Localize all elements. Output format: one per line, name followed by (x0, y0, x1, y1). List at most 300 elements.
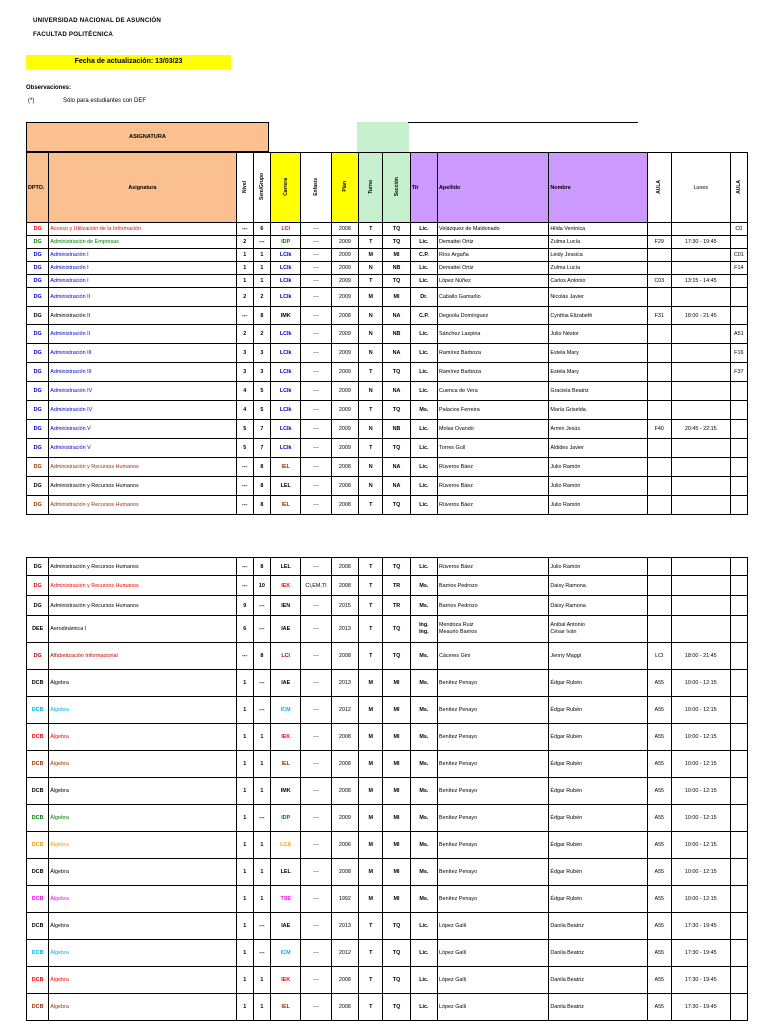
cell-dpto: DCB (27, 751, 49, 778)
cell-lunes: 10:00 - 12:15 (671, 724, 730, 751)
cell-nombre: Leidy Jessica (549, 249, 647, 262)
cell-aula-2 (730, 859, 747, 886)
cell-plan: 2008 (331, 859, 358, 886)
cell-carrera: IMK (271, 307, 301, 325)
cell-lunes: 17:30 - 19:45 (671, 236, 730, 249)
cell-lunes (671, 382, 730, 401)
cell-aula-2: C01 (730, 249, 747, 262)
cell-dpto: DCB (27, 967, 49, 994)
cell-nivel: 3 (236, 363, 253, 382)
cell-aula (647, 223, 671, 236)
cell-nombre: Julio Ramón (549, 458, 647, 477)
cell-enfasis: --- (301, 913, 331, 940)
obs-marker: (*) (28, 98, 35, 104)
cell-tit: Lic. (410, 236, 437, 249)
cell-dpto: DG (27, 223, 49, 236)
cell-aula (647, 596, 671, 616)
cell-carrera: LCI (271, 643, 301, 670)
cell-nombre: Édgar Rubén (549, 832, 647, 859)
cell-nombre: Édgar Rubén (549, 859, 647, 886)
cell-plan: 2013 (331, 670, 358, 697)
cell-lunes (671, 616, 730, 643)
table-row (27, 420, 748, 439)
cell-lunes: 18:00 - 21:45 (671, 307, 730, 325)
cell-seccion: MI (383, 805, 410, 832)
cell-dpto: DCB (27, 805, 49, 832)
cell-turno: T (359, 967, 383, 994)
cell-plan: 2008 (331, 307, 358, 325)
cell-sem-grupo: 1 (253, 724, 270, 751)
cell-apellido: Molas Ovando (438, 420, 549, 439)
cell-aula (647, 458, 671, 477)
cell-turno: M (359, 832, 383, 859)
cell-sem-grupo: 8 (253, 496, 270, 515)
cell-tit: Lic. (410, 363, 437, 382)
cell-enfasis: --- (301, 262, 331, 275)
cell-asignatura: Álgebra (49, 805, 236, 832)
cell-aula-2 (730, 458, 747, 477)
cell-carrera: LCIk (271, 325, 301, 344)
cell-dpto: DG (27, 420, 49, 439)
cell-asignatura: Administración I (49, 262, 236, 275)
cell-apellido: Benítez Penayo (438, 832, 549, 859)
cell-enfasis: --- (301, 382, 331, 401)
cell-sem-grupo: 8 (253, 558, 270, 576)
cell-carrera: LEL (271, 558, 301, 576)
cell-enfasis: --- (301, 751, 331, 778)
cell-plan: 2013 (331, 913, 358, 940)
cell-asignatura: Administración II (49, 325, 236, 344)
cell-sem-grupo: 5 (253, 401, 270, 420)
cell-lunes: 13:15 - 14:45 (671, 275, 730, 288)
cell-dpto: DCB (27, 670, 49, 697)
cell-apellido: Benítez Penayo (438, 805, 549, 832)
cell-apellido: López Núñez (438, 275, 549, 288)
cell-asignatura: Administración y Recursos Humanos (49, 576, 236, 596)
table-row (27, 616, 748, 643)
cell-turno: T (359, 558, 383, 576)
cell-aula (647, 344, 671, 363)
cell-nombre: Julio Néstor (549, 325, 647, 344)
cell-tit: Lic. (410, 382, 437, 401)
cell-seccion: MI (383, 751, 410, 778)
cell-nombre: Édgar Rubén (549, 724, 647, 751)
cell-nivel: 1 (236, 805, 253, 832)
cell-nombre: Julio Ramón (549, 477, 647, 496)
cell-aula-2 (730, 643, 747, 670)
cell-sem-grupo: 1 (253, 751, 270, 778)
cell-enfasis: --- (301, 249, 331, 262)
cell-aula: A55 (647, 886, 671, 913)
cell-nombre: Aldides Javier (549, 439, 647, 458)
cell-nombre: Danila Beatriz (549, 967, 647, 994)
cell-carrera: IAE (271, 670, 301, 697)
col-seccion: Sección (393, 176, 400, 197)
obs-text: Sólo para estudiantes con DEF (63, 98, 147, 104)
cell-sem-grupo: 8 (253, 458, 270, 477)
cell-aula (647, 363, 671, 382)
cell-seccion: NA (383, 307, 410, 325)
cell-nivel: 1 (236, 832, 253, 859)
cell-seccion: NA (383, 477, 410, 496)
cell-nombre: Julio Ramón (549, 558, 647, 576)
cell-carrera: LCIk (271, 439, 301, 458)
cell-dpto: DCB (27, 940, 49, 967)
cell-nivel: --- (236, 558, 253, 576)
cell-apellido: Demattei Ortiz (438, 236, 549, 249)
cell-aula-2 (730, 697, 747, 724)
cell-aula-2 (730, 477, 747, 496)
cell-turno: M (359, 249, 383, 262)
cell-aula-2 (730, 439, 747, 458)
cell-apellido: Barrios Pedrozo (438, 576, 549, 596)
cell-apellido: Benítez Penayo (438, 886, 549, 913)
cell-sem-grupo: 3 (253, 344, 270, 363)
cell-aula-2 (730, 401, 747, 420)
cell-nivel: 1 (236, 751, 253, 778)
cell-asignatura: Álgebra (49, 913, 236, 940)
cell-aula-2 (730, 967, 747, 994)
cell-aula-2 (730, 832, 747, 859)
cell-sem-grupo: 8 (253, 477, 270, 496)
cell-asignatura: Álgebra (49, 724, 236, 751)
cell-asignatura: Administración V (49, 420, 236, 439)
cell-aula-2 (730, 670, 747, 697)
table-row (27, 275, 748, 288)
cell-lunes (671, 496, 730, 515)
cell-nombre: Estela Mary (549, 363, 647, 382)
cell-aula: F40 (647, 420, 671, 439)
table-row (27, 576, 748, 596)
cell-seccion: MI (383, 832, 410, 859)
cell-plan: 2009 (331, 262, 358, 275)
cell-plan: 2009 (331, 401, 358, 420)
cell-aula-2: F37 (730, 363, 747, 382)
cell-nivel: 2 (236, 288, 253, 307)
cell-enfasis: --- (301, 363, 331, 382)
cell-carrera: IEL (271, 994, 301, 1021)
cell-sem-grupo: 1 (253, 859, 270, 886)
cell-seccion: TQ (383, 643, 410, 670)
cell-apellido: Cáceres Gini (438, 643, 549, 670)
cell-carrera: IEL (271, 496, 301, 515)
cell-plan: 2009 (331, 344, 358, 363)
cell-dpto: DG (27, 558, 49, 576)
cell-aula: F29 (647, 236, 671, 249)
cell-plan: 2009 (331, 325, 358, 344)
cell-turno: N (359, 382, 383, 401)
cell-seccion: TR (383, 596, 410, 616)
cell-tit: C.P. (410, 307, 437, 325)
cell-aula (647, 558, 671, 576)
cell-plan: 2008 (331, 558, 358, 576)
cell-sem-grupo: 8 (253, 643, 270, 670)
cell-asignatura: Administración II (49, 307, 236, 325)
cell-sem-grupo: --- (253, 596, 270, 616)
col-nivel: Nivel (241, 180, 248, 193)
cell-nivel: --- (236, 458, 253, 477)
schedule-table-top (26, 152, 748, 515)
cell-nivel: 2 (236, 236, 253, 249)
cell-aula-2: A51 (730, 325, 747, 344)
cell-nivel: 5 (236, 439, 253, 458)
cell-enfasis: --- (301, 616, 331, 643)
cell-plan: 1992 (331, 886, 358, 913)
cell-nombre: Danila Beatriz (549, 994, 647, 1021)
cell-seccion: NA (383, 382, 410, 401)
cell-sem-grupo: --- (253, 805, 270, 832)
cell-lunes (671, 576, 730, 596)
cell-tit: Lic. (410, 558, 437, 576)
cell-asignatura: Administración y Recursos Humanos (49, 596, 236, 616)
cell-lunes: 10:00 - 12:15 (671, 805, 730, 832)
cell-nivel: 1 (236, 697, 253, 724)
cell-dpto: DG (27, 439, 49, 458)
cell-plan: 2008 (331, 778, 358, 805)
cell-turno: M (359, 859, 383, 886)
cell-sem-grupo: 6 (253, 223, 270, 236)
table-row (27, 382, 748, 401)
col-carrera: Carrera (282, 177, 289, 196)
cell-turno: T (359, 576, 383, 596)
cell-aula: A55 (647, 751, 671, 778)
cell-tit: Lic. (410, 940, 437, 967)
university-name: UNIVERSIDAD NACIONAL DE ASUNCIÓN (33, 17, 162, 24)
cell-dpto: DCB (27, 994, 49, 1021)
col-asignatura: Asignatura (49, 153, 236, 223)
table-row (27, 724, 748, 751)
cell-enfasis: --- (301, 236, 331, 249)
cell-sem-grupo: --- (253, 940, 270, 967)
cell-aula-2: C0 (730, 223, 747, 236)
cell-tit: Ing. Ing. (410, 616, 437, 643)
cell-dpto: DEE (27, 616, 49, 643)
cell-carrera: LEL (271, 859, 301, 886)
cell-dpto: DG (27, 596, 49, 616)
cell-tit: Lic. (410, 439, 437, 458)
cell-nombre: Danila Beatriz (549, 940, 647, 967)
table-row (27, 477, 748, 496)
cell-apellido: Mendoza Ruiz Meaurio Barrios (438, 616, 549, 643)
cell-aula-2 (730, 616, 747, 643)
cell-apellido: Benítez Penayo (438, 751, 549, 778)
cell-nombre: Nicolás Javier (549, 288, 647, 307)
cell-plan: 2008 (331, 458, 358, 477)
cell-asignatura: Administración IV (49, 401, 236, 420)
cell-lunes (671, 363, 730, 382)
cell-tit: Lic. (410, 994, 437, 1021)
cell-carrera: LCIk (271, 363, 301, 382)
cell-dpto: DCB (27, 724, 49, 751)
cell-asignatura: Álgebra (49, 859, 236, 886)
cell-turno: M (359, 805, 383, 832)
cell-apellido: López Galli (438, 913, 549, 940)
cell-tit: Lic. (410, 420, 437, 439)
cell-aula-2 (730, 596, 747, 616)
cell-turno: M (359, 288, 383, 307)
table-row (27, 325, 748, 344)
header-row (27, 153, 748, 223)
cell-carrera: LCIk (271, 288, 301, 307)
cell-nivel: 1 (236, 886, 253, 913)
cell-nivel: --- (236, 496, 253, 515)
cell-carrera: LCIk (271, 401, 301, 420)
faculty-name: FACULTAD POLITÉCNICA (33, 31, 114, 38)
cell-seccion: TR (383, 576, 410, 596)
cell-turno: M (359, 778, 383, 805)
cell-seccion: TQ (383, 223, 410, 236)
cell-apellido: Benítez Penayo (438, 670, 549, 697)
cell-nivel: --- (236, 223, 253, 236)
cell-tit: Ms. (410, 576, 437, 596)
cell-sem-grupo: --- (253, 616, 270, 643)
cell-sem-grupo: 7 (253, 439, 270, 458)
cell-sem-grupo: 2 (253, 288, 270, 307)
cell-plan: 2009 (331, 275, 358, 288)
cell-dpto: DG (27, 477, 49, 496)
cell-apellido: Ramírez Barboza (438, 363, 549, 382)
cell-carrera: IEK (271, 724, 301, 751)
cell-dpto: DG (27, 496, 49, 515)
cell-carrera: IAE (271, 616, 301, 643)
cell-plan: 2009 (331, 382, 358, 401)
cell-aula: A55 (647, 697, 671, 724)
cell-aula: A55 (647, 859, 671, 886)
cell-plan: 2012 (331, 940, 358, 967)
cell-turno: N (359, 420, 383, 439)
cell-lunes (671, 458, 730, 477)
cell-turno: T (359, 275, 383, 288)
cell-nombre: Édgar Rubén (549, 670, 647, 697)
cell-aula: A55 (647, 940, 671, 967)
table-row (27, 859, 748, 886)
cell-seccion: NB (383, 325, 410, 344)
cell-dpto: DG (27, 643, 49, 670)
cell-enfasis: --- (301, 994, 331, 1021)
cell-nivel: --- (236, 576, 253, 596)
cell-plan: 2008 (331, 576, 358, 596)
cell-nivel: 1 (236, 249, 253, 262)
cell-plan: 2008 (331, 477, 358, 496)
cell-apellido: Benítez Penayo (438, 778, 549, 805)
cell-dpto: DG (27, 458, 49, 477)
cell-apellido: López Galli (438, 940, 549, 967)
cell-enfasis: --- (301, 724, 331, 751)
cell-seccion: MI (383, 697, 410, 724)
cell-apellido: Sánchez Laspina (438, 325, 549, 344)
cell-nombre: Édgar Rubén (549, 697, 647, 724)
cell-enfasis: --- (301, 967, 331, 994)
cell-aula-2 (730, 288, 747, 307)
cell-lunes: 17:30 - 19:45 (671, 940, 730, 967)
col-nombre: Nombre (549, 153, 647, 223)
cell-nombre: Édgar Rubén (549, 751, 647, 778)
cell-carrera: ICM (271, 697, 301, 724)
table-row (27, 458, 748, 477)
cell-asignatura: Álgebra (49, 886, 236, 913)
cell-carrera: LEL (271, 477, 301, 496)
cell-turno: M (359, 751, 383, 778)
cell-sem-grupo: --- (253, 670, 270, 697)
cell-plan: 2009 (331, 439, 358, 458)
cell-seccion: TQ (383, 558, 410, 576)
cell-asignatura: Administración y Recursos Humanos (49, 458, 236, 477)
cell-tit: Ms. (410, 596, 437, 616)
table-row (27, 596, 748, 616)
cell-aula-2 (730, 913, 747, 940)
cell-apellido: López Galli (438, 967, 549, 994)
cell-seccion: MI (383, 249, 410, 262)
table-row (27, 805, 748, 832)
table-row (27, 670, 748, 697)
cell-lunes: 10:00 - 12:15 (671, 832, 730, 859)
cell-turno: T (359, 940, 383, 967)
cell-turno: T (359, 994, 383, 1021)
cell-nivel: 1 (236, 859, 253, 886)
cell-nivel: 2 (236, 325, 253, 344)
cell-lunes (671, 344, 730, 363)
cell-aula (647, 439, 671, 458)
col-sem-grupo: Sem/Grupo (258, 173, 265, 200)
cell-seccion: MI (383, 288, 410, 307)
cell-enfasis: --- (301, 458, 331, 477)
cell-enfasis: --- (301, 288, 331, 307)
cell-dpto: DG (27, 382, 49, 401)
cell-enfasis: --- (301, 940, 331, 967)
cell-lunes (671, 596, 730, 616)
cell-lunes: 10:00 - 12:15 (671, 751, 730, 778)
cell-turno: N (359, 344, 383, 363)
cell-lunes (671, 325, 730, 344)
cell-tit: Ms. (410, 643, 437, 670)
cell-asignatura: Administración y Recursos Humanos (49, 558, 236, 576)
cell-apellido: Benítez Penayo (438, 724, 549, 751)
cell-lunes: 10:00 - 12:15 (671, 697, 730, 724)
cell-aula: A55 (647, 913, 671, 940)
cell-turno: T (359, 439, 383, 458)
cell-apellido: López Galli (438, 994, 549, 1021)
cell-aula-2 (730, 576, 747, 596)
cell-carrera: LCA (271, 832, 301, 859)
cell-nombre: Anibal Antonio César Iván (549, 616, 647, 643)
cell-seccion: NA (383, 458, 410, 477)
cell-aula (647, 477, 671, 496)
cell-aula: A55 (647, 670, 671, 697)
cell-aula-2 (730, 275, 747, 288)
cell-plan: 2008 (331, 751, 358, 778)
cell-nombre: Daisy Ramona (549, 576, 647, 596)
cell-nivel: 1 (236, 967, 253, 994)
cell-nivel: 1 (236, 994, 253, 1021)
cell-nombre: María Griselda (549, 401, 647, 420)
schedule-table-bottom (26, 557, 748, 1021)
table-row (27, 697, 748, 724)
cell-apellido: Caballo Gamarlio (438, 288, 549, 307)
observations-label: Observaciones: (26, 85, 72, 91)
cell-lunes (671, 439, 730, 458)
col-apellido: Apellido (438, 153, 549, 223)
cell-aula-2 (730, 420, 747, 439)
cell-turno: T (359, 616, 383, 643)
cell-sem-grupo: 1 (253, 994, 270, 1021)
cell-aula: A55 (647, 994, 671, 1021)
cell-seccion: NB (383, 262, 410, 275)
cell-dpto: DG (27, 576, 49, 596)
cell-carrera: IEN (271, 596, 301, 616)
cell-nivel: 1 (236, 275, 253, 288)
cell-dpto: DCB (27, 886, 49, 913)
cell-turno: T (359, 913, 383, 940)
